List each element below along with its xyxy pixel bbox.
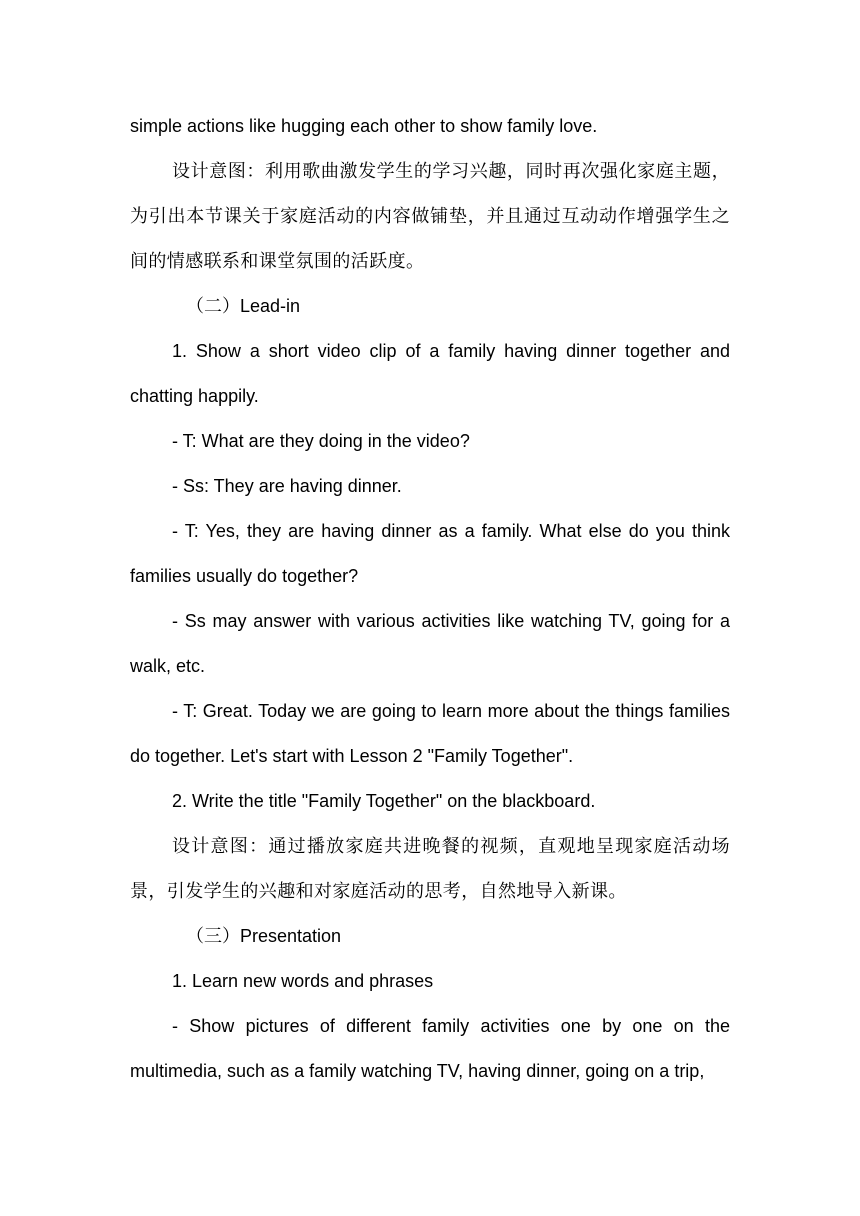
paragraph-learn-words: 1. Learn new words and phrases <box>172 971 434 991</box>
paragraph-step-1: 1. Show a short video clip of a family having dinner together and chatting happily. <box>130 341 730 406</box>
paragraph-show-pictures: - Show pictures of different family activities one by one on the multimedia, such as a family watching TV, having dinner, going on a trip, <box>130 1016 730 1081</box>
paragraph-teacher-question-2: - T: Yes, they are having dinner as a family. What else do you think families usually do together? <box>130 521 730 586</box>
paragraph-students-answer-1: - Ss: They are having dinner. <box>172 476 402 496</box>
paragraph-teacher-question-1: - T: What are they doing in the video? <box>172 431 470 451</box>
paragraph-teacher-intro: - T: Great. Today we are going to learn more about the things families do together. Let's start with Lesson 2 "Family Together". <box>130 701 730 766</box>
paragraph-continuation: simple actions like hugging each other to show family love. <box>130 116 598 136</box>
paragraph-design-intent-1: 设计意图：利用歌曲激发学生的学习兴趣，同时再次强化家庭主题，为引出本节课关于家庭活动的内容做铺垫，并且通过互动动作增强学生之间的情感联系和课堂氛围的活跃度。 <box>130 161 730 272</box>
document-page <box>130 104 730 1094</box>
section-heading-presentation: （三）Presentation <box>186 926 342 946</box>
section-heading-lead-in: （二）Lead-in <box>186 296 301 316</box>
paragraph-students-answer-2: - Ss may answer with various activities like watching TV, going for a walk, etc. <box>130 611 730 676</box>
paragraph-design-intent-2: 设计意图：通过播放家庭共进晚餐的视频，直观地呈现家庭活动场景，引发学生的兴趣和对家庭活动的思考，自然地导入新课。 <box>130 836 730 902</box>
paragraph-step-2: 2. Write the title "Family Together" on the blackboard. <box>172 791 596 811</box>
